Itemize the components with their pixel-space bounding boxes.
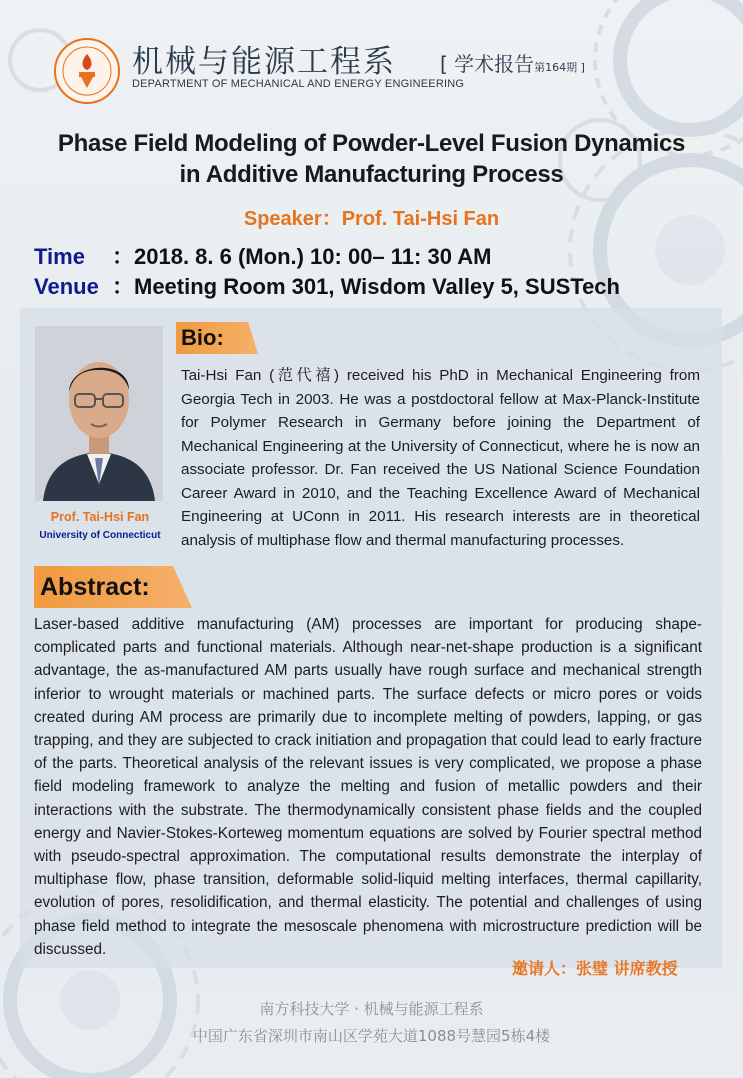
report-tag [440, 48, 585, 77]
bio-text: Tai-Hsi Fan (范代禧) received his PhD in Mechanical Engineering from Georgia Tech in 2003. He was a postdoctoral fellow at Max-Planck-Institute for Polymer Research in Germany before joining the Department of Mechanical Engineering at the University of Connecticut, where he is now an associate professor. Dr. Fan received the US National Science Foundation Career Award in 2010, and the Teaching Excellence Award of Mechanical Engineering at UConn in 2011. His research interests are in theoretical analysis of multiphase flow and thermal manufacturing processes. [181, 367, 700, 549]
venue-value: ：Meeting Room 301, Wisdom Valley 5, SUSTech [112, 274, 620, 299]
bio-heading: Bio: [181, 325, 224, 350]
header [52, 28, 712, 92]
department-english-name: DEPARTMENT OF MECHANICAL AND ENERGY ENGINEERING [132, 78, 465, 90]
speaker-affiliation: University of Connecticut [39, 530, 161, 541]
footer-address: 中国广东省深圳市南山区学苑大道1088号慧园5栋4楼 [192, 1027, 551, 1045]
time-label: Time [34, 244, 85, 269]
speaker: Speaker：Prof. Tai-Hsi Fan [243, 208, 500, 230]
speaker-portrait [35, 326, 163, 501]
time-value: ：2018. 8. 6 (Mon.) 10: 00– 11: 30 AM [112, 244, 492, 269]
inviter: 邀请人：张璧 讲席教授 [512, 959, 678, 978]
footer-university: 南方科技大学 · 机械与能源工程系 [259, 1000, 484, 1018]
report-tag-label: [ 学术报告 [440, 52, 535, 76]
talk-title-line1: Phase Field Modeling of Powder-Level Fusion Dynamics [57, 130, 686, 157]
issue-number: 第164期 ] [534, 61, 585, 74]
venue-row [34, 270, 620, 301]
talk-title [20, 128, 723, 190]
venue-label: Venue [34, 274, 99, 299]
department-chinese-title: 机械与能源工程系 [132, 44, 396, 80]
speaker-photo-name: Prof. Tai-Hsi Fan [50, 510, 150, 524]
abstract-heading: Abstract: [40, 573, 150, 601]
abstract-text: Laser-based additive manufacturing (AM) processes are important for producing shape-complicated parts and functional materials. Although near-net-shape production is a significant advantage, the as-manufactured AM parts usually have rough surface and mechanical strength inferior to wrought materials or machined parts. The surface defects or micro pores or voids created during AM process are primarily due to incomplete melting of powders, lapping, or gas trapping, and they are subjected to crack initiation and propagation that could lead to early fracture of the parts. Theoretical analysis of the relevant issues is very complicated, we propose a phase field modeling framework to analyze the melting and fusion of metallic powders and their interactions with the substrate. The thermodynamically consistent phase fields and the coupled energy and Navier-Stokes-Korteweg momentum equations are solved by Fourier spectral method with pseudo-spectral approximation. The computational results demonstrate the interplay of multiphase flow, phase transition, deformable solid-liquid melting interfaces, thermal capillarity, evolution of pores, resolidification, and thermal elasticity. The potential and challenges of using phase field method to integrate the mesoscale phenomena with microstructure prediction will be discussed. [34, 616, 702, 958]
talk-title-line2: in Additive Manufacturing Process [179, 161, 564, 188]
speaker-photo [35, 326, 163, 501]
time-row [34, 240, 491, 271]
university-logo [52, 36, 122, 106]
